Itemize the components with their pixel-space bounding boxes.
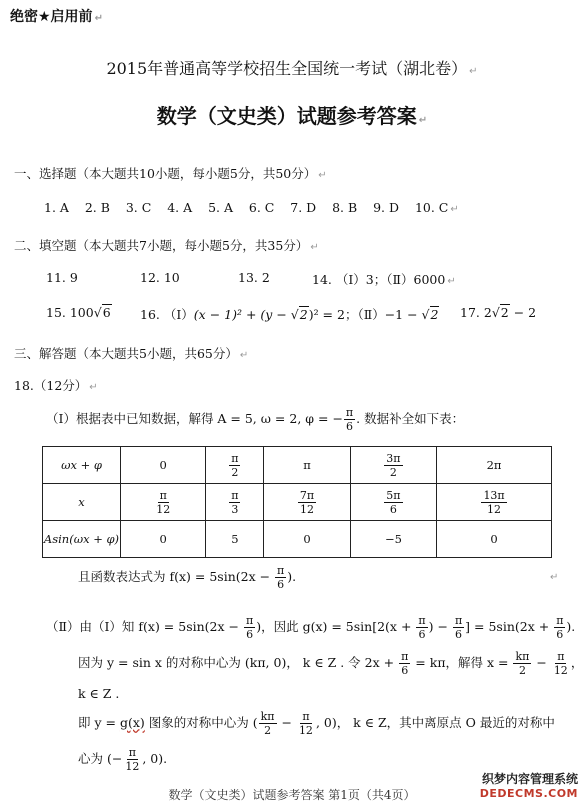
cell-value: 0 xyxy=(490,532,498,546)
frac-den: 12 xyxy=(487,502,502,516)
fill-answer-17: 17. 2√2 − 2 xyxy=(460,305,537,320)
fraction xyxy=(384,489,402,516)
page-footer: 数学（文史类）试题参考答案 第1页（共4页） xyxy=(168,788,416,802)
fill-answer-16: 16. （Ⅰ）(x − 1)² + (y − √2)² = 2；（Ⅱ）−1 − √2 xyxy=(140,307,439,322)
a15-radicand: 6 xyxy=(102,305,111,320)
table-cell xyxy=(264,521,350,558)
p2-l4-end: , 0)， k ∈ Z，其中离原点 O 最近的对称中 xyxy=(315,715,555,730)
p2-l1-end: ). xyxy=(566,619,576,634)
row-header: ωx + φ xyxy=(43,447,121,484)
question-18-label: 18.（12分） ↵ xyxy=(14,378,98,393)
fraction xyxy=(344,406,355,433)
a16-radicand: 2 xyxy=(299,307,308,322)
table-cell xyxy=(206,484,264,521)
fraction xyxy=(297,710,315,737)
p2-l4-mid: 图象的对称中心为 ( xyxy=(144,715,258,730)
cell-value: 5 xyxy=(231,532,239,546)
a17-radicand: 2 xyxy=(500,305,509,320)
section3-heading: 三、解答题（本大题共5小题，共65分） ↵ xyxy=(14,346,249,361)
table-row xyxy=(43,484,552,521)
choice-answers: 1. A 2. B 3. C 4. A 5. A 6. C 7. D 8. B 9. D 10. C ↵ xyxy=(44,200,459,215)
confidential-header: 绝密★启用前 ↵ xyxy=(10,8,103,24)
fill-answer-11: 11. 9 xyxy=(46,270,78,285)
fill-answer-15: 15. 100√6 xyxy=(46,305,111,320)
frac-den: 6 xyxy=(389,502,397,516)
question-18-text: 18.（12分） xyxy=(14,378,88,393)
frac-num: kπ xyxy=(260,710,275,723)
frac-num: 7π xyxy=(299,488,315,502)
frac-num: π xyxy=(128,746,136,759)
table-cell xyxy=(437,447,552,484)
fraction xyxy=(244,614,255,641)
answer-title-text: 数学（文史类）试题参考答案 xyxy=(156,104,417,128)
fraction xyxy=(399,650,410,677)
table-cell xyxy=(206,447,264,484)
p2-l4-mid2: − xyxy=(277,715,296,730)
frac-den: 3 xyxy=(231,502,239,516)
p2-l4-underlined: g(x) xyxy=(119,715,145,730)
watermark-line2: DEDECMS.COM xyxy=(479,787,578,800)
part1-intro xyxy=(46,404,464,434)
frac-num: π xyxy=(231,451,239,465)
table-cell xyxy=(121,447,206,484)
a16-radicand2: 2 xyxy=(430,307,439,322)
cell-value: π xyxy=(303,458,311,472)
row-header: x xyxy=(43,484,121,521)
frac-num: π xyxy=(277,564,285,577)
p2-l1-pre: （Ⅱ）由（Ⅰ）知 f(x) = 5sin(2x − xyxy=(46,619,243,634)
p2-l1-mid3: ] = 5sin(2x + xyxy=(465,619,554,634)
expr-prefix: 且函数表达式为 f(x) = 5sin(2x − xyxy=(78,569,275,584)
table-cell xyxy=(121,484,206,521)
frac-num: π xyxy=(159,488,167,502)
fill-answer-12: 12. 10 xyxy=(140,270,180,285)
fraction xyxy=(416,614,427,641)
p2-l1-mid2: ) − xyxy=(428,619,452,634)
confidential-text: 绝密★启用前 xyxy=(10,8,93,24)
fraction xyxy=(259,710,277,737)
choice-answer: 2. B xyxy=(84,200,110,215)
a15-prefix: 15. 100 xyxy=(46,305,94,320)
table-cell xyxy=(206,521,264,558)
fraction xyxy=(123,746,141,773)
frac-num: π xyxy=(418,614,426,627)
frac-num: 3π xyxy=(386,451,401,465)
exam-title-text: 2015年普通高等学校招生全国统一考试（湖北卷） xyxy=(106,59,468,78)
table-cell xyxy=(437,484,552,521)
frac-num: π xyxy=(345,406,354,419)
section1-heading: 一、选择题（本大题共10小题，每小题5分，共50分） ↵ xyxy=(14,166,327,181)
fraction xyxy=(154,489,172,516)
frac-den: 6 xyxy=(455,628,463,641)
frac-den: 6 xyxy=(418,628,426,641)
frac-den: 2 xyxy=(518,664,526,677)
fraction xyxy=(275,564,286,591)
section2-heading-text: 二、填空题（本大题共7小题，每小题5分，共35分） xyxy=(14,238,309,253)
table-cell xyxy=(264,484,350,521)
table-cell xyxy=(350,484,436,521)
frac-den: 12 xyxy=(553,664,568,677)
choice-answer: 7. D xyxy=(290,200,317,215)
choice-answer: 9. D xyxy=(373,200,400,215)
frac-den: 12 xyxy=(300,502,315,516)
frac-den: 2 xyxy=(389,465,397,479)
watermark-line1: 织梦内容管理系统 xyxy=(481,772,578,786)
choice-answer: 3. C xyxy=(125,200,152,215)
fraction xyxy=(554,614,565,641)
a16-equation: (x − 1)² + (y − xyxy=(193,307,291,322)
table-cell xyxy=(121,521,206,558)
exam-title: 2015年普通高等学校招生全国统一考试（湖北卷） ↵ xyxy=(106,59,478,78)
a16-part2: )² = 2；（Ⅱ）−1 − xyxy=(308,307,422,322)
frac-den: 6 xyxy=(401,664,409,677)
section1-heading-text: 一、选择题（本大题共10小题，每小题5分，共50分） xyxy=(14,166,317,181)
fraction xyxy=(229,452,240,479)
choice-answer: 10. C xyxy=(414,200,449,215)
part1-intro-text: （Ⅰ）根据表中已知数据，解得 A = 5, ω = 2, φ = − xyxy=(46,411,343,426)
fraction xyxy=(384,452,402,479)
p2-l2-mid: = kπ，解得 x = xyxy=(411,655,513,670)
expr-suffix: ). xyxy=(287,569,297,584)
fraction xyxy=(513,650,531,677)
paragraph-mark: ↵ xyxy=(550,572,559,583)
choice-answer: 8. B xyxy=(332,200,358,215)
part1-intro-tail: . 数据补全如下表： xyxy=(356,411,465,426)
frac-den: 6 xyxy=(246,628,254,641)
fill-answer-14: 14. （Ⅰ）3；（Ⅱ）6000 ↵ xyxy=(312,272,456,287)
frac-den: 12 xyxy=(156,502,171,516)
a17-prefix: 17. 2 xyxy=(460,305,492,320)
part2-line4 xyxy=(78,708,555,738)
a17-suffix: − 2 xyxy=(509,305,537,320)
fraction xyxy=(298,489,316,516)
table-cell xyxy=(264,447,350,484)
cell-value: 0 xyxy=(159,458,167,472)
frac-den: 12 xyxy=(298,724,313,737)
choice-answer: 1. A xyxy=(44,200,69,215)
table-row xyxy=(43,447,552,484)
fill-answer-14-text: 14. （Ⅰ）3；（Ⅱ）6000 xyxy=(312,272,446,287)
function-expression xyxy=(78,562,296,592)
frac-num: kπ xyxy=(515,650,530,663)
part2-line5 xyxy=(78,744,167,774)
frac-den: 6 xyxy=(556,628,564,641)
data-table xyxy=(42,446,552,558)
frac-num: π xyxy=(557,650,565,663)
part2-line1 xyxy=(46,612,575,642)
fill-answer-13: 13. 2 xyxy=(238,270,270,285)
frac-den: 6 xyxy=(277,578,285,591)
cell-value: 0 xyxy=(303,532,311,546)
fraction xyxy=(229,489,240,516)
p2-l2-end: ， xyxy=(570,655,584,670)
cell-value: 2π xyxy=(486,458,502,472)
table-cell xyxy=(350,447,436,484)
frac-num: π xyxy=(454,614,463,627)
fraction xyxy=(552,650,570,677)
p2-l4-pre: 即 y = xyxy=(78,715,120,730)
row-header: Asin(ωx + φ) xyxy=(43,521,121,558)
frac-num: π xyxy=(245,614,254,627)
section3-heading-text: 三、解答题（本大题共5小题，共65分） xyxy=(14,346,238,361)
p2-l2-pre: 因为 y = sin x 的对称中心为 (kπ, 0)， k ∈ Z . 令 2x + xyxy=(78,655,399,670)
p2-l1-mid: )，因此 g(x) = 5sin[2(x + xyxy=(256,619,416,634)
watermark xyxy=(480,770,578,800)
part2-line3: k ∈ Z . xyxy=(78,686,120,701)
frac-den: 2 xyxy=(264,724,272,737)
frac-den: 2 xyxy=(231,465,239,479)
p2-l5-pre: 心为 (− xyxy=(78,751,123,766)
cell-value: −5 xyxy=(384,532,402,546)
answer-title: 数学（文史类）试题参考答案 ↵ xyxy=(156,104,428,128)
p2-l5-end: , 0). xyxy=(142,751,168,766)
frac-num: 5π xyxy=(386,488,401,502)
cell-value: 0 xyxy=(159,532,167,546)
a16-prefix: 16. （Ⅰ） xyxy=(140,307,194,322)
part2-line2 xyxy=(78,648,583,678)
choice-answer: 5. A xyxy=(208,200,233,215)
section2-heading: 二、填空题（本大题共7小题，每小题5分，共35分） ↵ xyxy=(14,238,319,253)
choice-answer: 4. A xyxy=(167,200,193,215)
frac-den: 6 xyxy=(346,420,354,433)
frac-num: π xyxy=(231,488,239,502)
p2-l2-mid2: − xyxy=(532,655,551,670)
fraction xyxy=(481,489,506,516)
table-cell xyxy=(350,521,436,558)
frac-num: π xyxy=(556,614,564,627)
choice-answer: 6. C xyxy=(248,200,275,215)
table-cell xyxy=(437,521,552,558)
frac-num: π xyxy=(401,650,409,663)
frac-den: 12 xyxy=(125,760,140,773)
frac-num: π xyxy=(302,710,310,723)
frac-num: 13π xyxy=(483,488,505,502)
fraction xyxy=(453,614,464,641)
table-row xyxy=(43,521,552,558)
